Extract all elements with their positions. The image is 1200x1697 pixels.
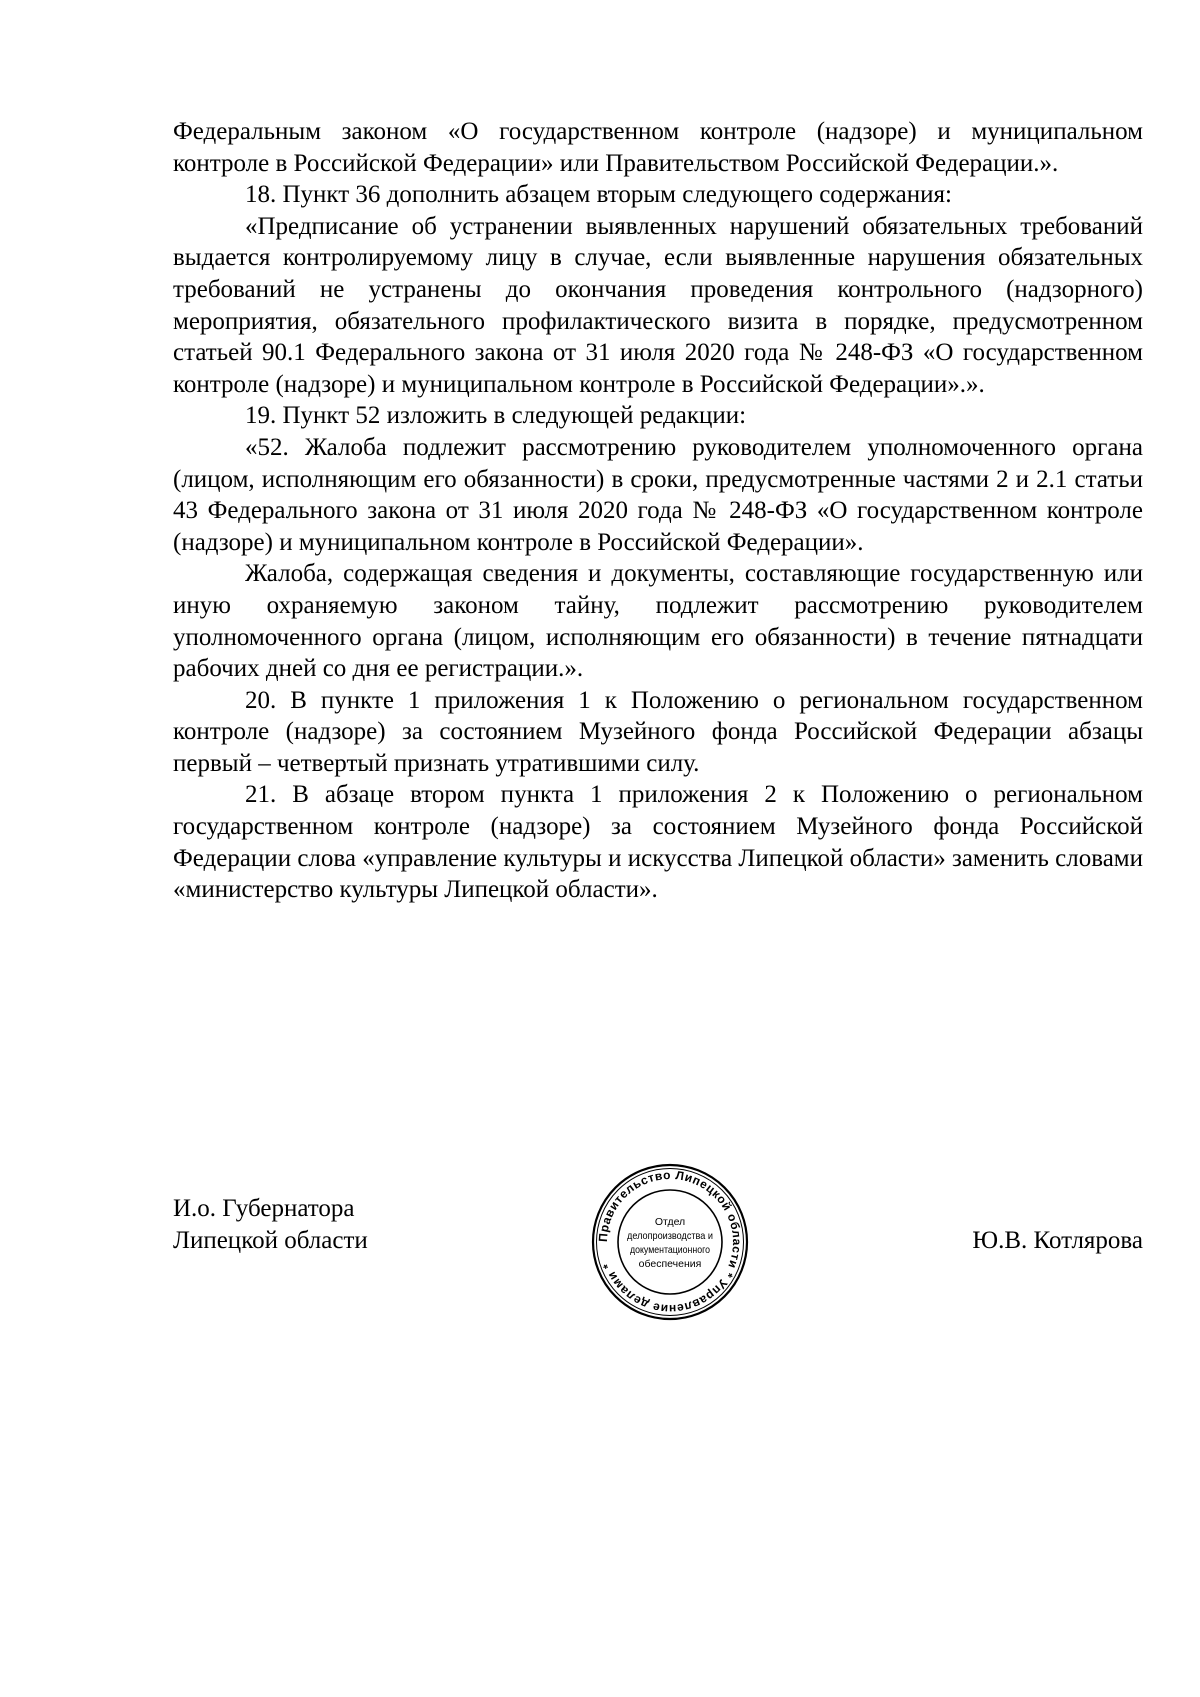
- stamp-inner-line4: обеспечения: [638, 1258, 702, 1270]
- paragraph-continuation: Федеральным законом «О государственном контроле (надзоре) и муниципальном контроле в Российской Федерации» или Правительством Российской Федерации.».: [173, 118, 1143, 177]
- official-stamp: [590, 1162, 750, 1322]
- paragraph-item-21: 21. В абзаце втором пункта 1 приложения 2 к Положению о региональном государственном контроле (надзоре) за состоянием Музейного фонда Российской Федерации слова «управление культуры и искусства Липецкой области» заменить словами «министерство культуры Липецкой области».: [173, 781, 1144, 904]
- document-body: [173, 116, 1143, 906]
- signatory-position: [173, 1193, 368, 1257]
- stamp-inner-line2: делопроизводства и: [627, 1230, 714, 1242]
- signatory-position-line2: Липецкой области: [173, 1227, 368, 1254]
- stamp-inner-line1: Отдел: [654, 1216, 686, 1228]
- paragraph-complaint-secret: Жалоба, содержащая сведения и документы, составляющие государственную или иную охраняемую законом тайну, подлежит рассмотрению руководителем уполномоченного органа (лицом, исполняющим его обязанности) в течение пятнадцати рабочих дней со дня ее регистрации.».: [173, 560, 1143, 683]
- paragraph-item-19: 19. Пункт 52 изложить в следующей редакции:: [245, 402, 747, 430]
- paragraph-quote-complaint: «52. Жалоба подлежит рассмотрению руководителем уполномоченного органа (лицом, исполняющим его обязанности) в сроки, предусмотренные частями 2 и 2.1 статьи 43 Федерального закона от 31 июля 2020 года № 248-ФЗ «О государственном контроле (надзоре) и муниципальном контроле в Российской Федерации».: [173, 433, 1143, 556]
- paragraph-item-20: 20. В пункте 1 приложения 1 к Положению о региональном государственном контроле (надзоре) за состоянием Музейного фонда Российской Федерации абзацы первый – четвертый признать утратившими силу.: [173, 686, 1143, 777]
- paragraph-item-18: 18. Пункт 36 дополнить абзацем вторым следующего содержания:: [245, 181, 952, 209]
- paragraph-quote-prescription: «Предписание об устранении выявленных нарушений обязательных требований выдается контролируемому лицу в случае, если выявленные нарушения обязательных требований не устранены до окончания проведения контрольного (надзорного) мероприятия, обязательного профилактического визита в порядке, предусмотренном статьей 90.1 Федерального закона от 31 июля 2020 года № 248-ФЗ «О государственном контроле (надзоре) и муниципальном контроле в Российской Федерации».».: [173, 212, 1143, 398]
- signatory-position-line1: И.о. Губернатора: [173, 1195, 355, 1222]
- signatory-name: Ю.В. Котлярова: [972, 1227, 1143, 1254]
- stamp-seal: [590, 1162, 750, 1322]
- stamp-outer-text: Правительство Липецкой области * Управление делами *: [595, 1167, 745, 1317]
- stamp-inner-line3: документационного: [630, 1244, 711, 1256]
